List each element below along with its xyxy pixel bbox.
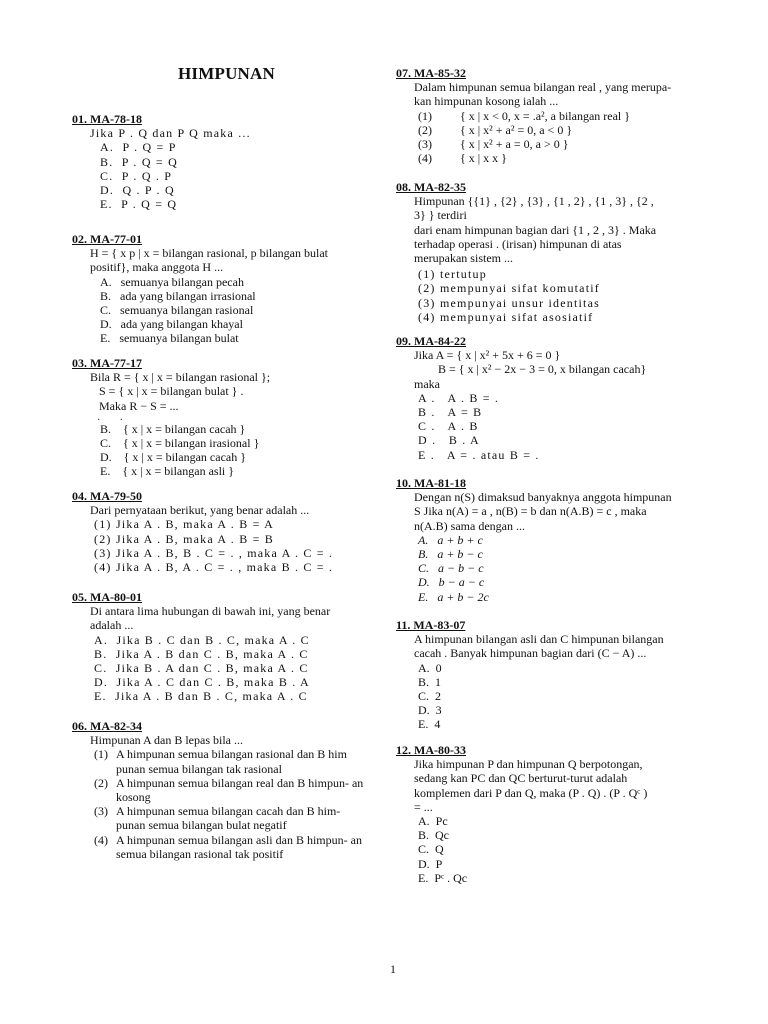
question-stem-line: sedang kan PC dan QC berturut-turut adalah <box>414 771 628 786</box>
statement-text: { x | x x } <box>460 151 507 166</box>
option-a: A . A . B = . <box>418 390 500 405</box>
statement-4 <box>90 560 372 574</box>
statement-4 <box>90 833 372 861</box>
question-stem-line: Jika A = { x | x² + 5x + 6 = 0 } <box>414 348 561 363</box>
option-b: B. 1 <box>418 674 442 689</box>
statement-3 <box>414 296 706 310</box>
option-e: E. a + b − 2c <box>418 589 489 604</box>
question-stem-line: Di antara lima hubungan di bawah ini, yang benar <box>90 604 331 619</box>
statement-1 <box>414 109 706 123</box>
page-title: HIMPUNAN <box>178 64 275 83</box>
question-stem-line: positif}, maka anggota H ... <box>90 260 224 275</box>
question-08 <box>396 180 706 324</box>
option-d: D. { x | x = bilangan cacah } <box>100 450 246 465</box>
statement-text: A himpunan semua bilangan rasional dan B him punan semua bilangan tak rasional <box>116 747 347 776</box>
statement-number: (3) <box>418 137 432 152</box>
question-stem-line: cacah . Banyak himpunan bagian dari (C − A) ... <box>414 646 647 661</box>
option-e: E . A = . atau B = . <box>418 447 540 462</box>
question-header: 05. MA-80-01 <box>72 590 142 604</box>
option-e: E. Pᶜ . Qc <box>418 870 468 885</box>
statement-number: (2) <box>94 531 112 546</box>
statement-number: (3) <box>418 295 436 310</box>
option-e: E. 4 <box>418 717 441 732</box>
option-d: D. Jika A . C dan C . B, maka B . A <box>94 675 310 690</box>
statement-text: tertutup <box>440 267 487 282</box>
question-stem-line: n(A.B) sama dengan ... <box>414 518 525 533</box>
option-d: D. P <box>418 856 443 871</box>
statement-text: A himpunan semua bilangan cacah dan B him- punan semua bilangan bulat negatif <box>116 804 341 833</box>
question-stem-line: Jika himpunan P dan himpunan Q berpotongan, <box>414 757 643 772</box>
option-e: E. P . Q = Q <box>100 197 178 212</box>
question-header: 08. MA-82-35 <box>396 180 466 194</box>
option-c: C. Jika B . A dan C . B, maka A . C <box>94 661 309 676</box>
question-01 <box>72 112 372 211</box>
statement-number: (4) <box>418 309 436 324</box>
question-07 <box>396 66 706 165</box>
question-stem-line: maka <box>414 376 440 391</box>
option-c: C. Q <box>418 842 444 857</box>
statement-number: (3) <box>94 545 112 560</box>
statement-number: (1) <box>418 108 432 123</box>
question-stem-line: B = { x | x² − 2x − 3 = 0, x bilangan cacah} <box>414 362 647 377</box>
statement-number: (1) <box>94 747 108 762</box>
statement-4 <box>414 151 706 165</box>
option-a: A. 0 <box>418 660 442 675</box>
question-stem-line: Himpunan {{1} , {2} , {3} , {1 , 2} , {1 , 3} , {2 , <box>414 194 654 209</box>
question-06 <box>72 719 372 861</box>
question-stem: Jika P . Q dan P Q maka ... <box>90 126 251 141</box>
statement-number: (2) <box>418 281 436 296</box>
question-stem-line: Dalam himpunan semua bilangan real , yang merupa- <box>414 80 672 95</box>
question-stem: Dari pernyataan berikut, yang benar adalah ... <box>90 503 310 518</box>
question-stem: Himpunan A dan B lepas bila ... <box>90 733 243 748</box>
question-stem-line: 3} } terdiri <box>414 208 467 223</box>
option-c: C. semuanya bilangan rasional <box>100 303 254 318</box>
option-b: B. ada yang bilangan irrasional <box>100 288 256 303</box>
statement-text: Jika A . B, maka A . B = B <box>116 531 274 546</box>
statement-text: { x | x² + a = 0, a > 0 } <box>460 137 569 152</box>
statement-text: mempunyai unsur identitas <box>440 295 600 310</box>
statement-2 <box>414 281 706 295</box>
option-d: D. Q . P . Q <box>100 183 175 198</box>
option-b: B . A = B <box>418 405 483 420</box>
option-b: B. P . Q = Q <box>100 154 178 169</box>
question-02 <box>72 232 372 346</box>
statement-number: (2) <box>94 775 108 790</box>
question-header: 07. MA-85-32 <box>396 66 466 80</box>
question-header: 02. MA-77-01 <box>72 232 142 246</box>
statement-text: { x | x < 0, x = .a², a bilangan real } <box>460 108 631 123</box>
statement-3 <box>90 804 372 832</box>
option-a: A. Pc <box>418 814 448 829</box>
question-12 <box>396 743 706 885</box>
question-stem-line: S = { x | x = bilangan bulat } . <box>90 384 244 399</box>
option-b: B. Jika A . B dan C . B, maka A . C <box>94 646 309 661</box>
option-e: E. { x | x = bilangan asli } <box>100 464 235 479</box>
question-header: 10. MA-81-18 <box>396 476 466 490</box>
question-stem-line: terhadap operasi . (irisan) himpunan di atas <box>414 236 622 251</box>
statement-text: mempunyai sifat asosiatif <box>440 309 594 324</box>
statement-4 <box>414 310 706 324</box>
statement-number: (1) <box>94 517 112 532</box>
question-stem-line: merupakan sistem ... <box>414 251 513 266</box>
statement-number: (4) <box>94 832 108 847</box>
option-d: D. b − a − c <box>418 575 485 590</box>
statement-number: (1) <box>418 267 436 282</box>
option-c: C. 2 <box>418 689 442 704</box>
question-header: 12. MA-80-33 <box>396 743 466 757</box>
statement-2 <box>90 776 372 804</box>
question-10 <box>396 476 706 604</box>
question-stem-line: H = { x p | x = bilangan rasional, p bilangan bulat <box>90 246 328 261</box>
statement-text: mempunyai sifat komutatif <box>440 281 600 296</box>
question-stem-line: komplemen dari P dan Q, maka (P . Q) . (P . Qᶜ ) <box>414 785 648 800</box>
page-number: 1 <box>390 962 396 976</box>
statement-1 <box>90 517 372 531</box>
option-c: C. { x | x = bilangan irasional } <box>100 436 260 451</box>
statement-3 <box>90 546 372 560</box>
option-c: C . A . B <box>418 419 479 434</box>
statement-number: (2) <box>418 122 432 137</box>
option-a: A. a + b + c <box>418 532 483 547</box>
option-b: B. Qc <box>418 828 449 843</box>
option-d: D. ada yang bilangan khayal <box>100 317 243 332</box>
question-header: 06. MA-82-34 <box>72 719 142 733</box>
option-d: D. 3 <box>418 703 442 718</box>
question-stem-line: A himpunan bilangan asli dan C himpunan bilangan <box>414 632 664 647</box>
question-stem-line: Maka R − S = ... <box>90 398 179 413</box>
question-stem-line: adalah ... <box>90 618 134 633</box>
statement-2 <box>90 532 372 546</box>
question-stem-line: kan himpunan kosong ialah ... <box>414 94 559 109</box>
question-stem-line: Dengan n(S) dimaksud banyaknya anggota himpunan <box>414 490 672 505</box>
question-header: 11. MA-83-07 <box>396 618 466 632</box>
option-e: E. Jika A . B dan B . C, maka A . C <box>94 689 308 704</box>
statement-text: A himpunan semua bilangan real dan B himpun- an kosong <box>116 775 364 805</box>
question-09 <box>396 334 706 462</box>
option-c: C. a − b − c <box>418 561 484 576</box>
option-a: A. semuanya bilangan pecah <box>100 274 244 289</box>
option-d: D . B . A <box>418 433 480 448</box>
question-04 <box>72 489 372 574</box>
statement-text: A himpunan semua bilangan asli dan B himpun- an semua bilangan rasional tak positif <box>116 832 362 861</box>
option-c: C. P . Q . P <box>100 168 173 183</box>
statement-2 <box>414 123 706 137</box>
statement-text: Jika A . B, B . C = . , maka A . C = . <box>116 545 334 560</box>
question-05 <box>72 590 372 704</box>
question-stem-line: dari enam himpunan bagian dari {1 , 2 , 3} . Maka <box>414 222 657 237</box>
statement-number: (3) <box>94 804 108 819</box>
statement-3 <box>414 137 706 151</box>
question-header: 01. MA-78-18 <box>72 112 142 126</box>
statement-text: Jika A . B, A . C = . , maka B . C = . <box>116 560 334 575</box>
question-stem-line: S Jika n(A) = a , n(B) = b dan n(A.B) = c , maka <box>414 504 647 519</box>
question-11 <box>396 618 706 732</box>
option-b: B. a + b − c <box>418 547 483 562</box>
question-stem-line: . . <box>90 411 123 423</box>
question-header: 09. MA-84-22 <box>396 334 466 348</box>
question-stem-line: Bila R = { x | x = bilangan rasional }; <box>90 370 271 385</box>
question-03 <box>72 356 372 479</box>
question-stem-line: = ... <box>414 799 433 814</box>
statement-text: Jika A . B, maka A . B = A <box>116 517 274 532</box>
statement-1 <box>90 747 372 775</box>
option-e: E. semuanya bilangan bulat <box>100 331 239 346</box>
option-b: B. { x | x = bilangan cacah } <box>100 421 246 436</box>
option-a: A. P . Q = P <box>100 140 177 155</box>
statement-1 <box>414 267 706 281</box>
statement-number: (4) <box>94 560 112 575</box>
question-header: 04. MA-79-50 <box>72 489 142 503</box>
option-a: A. Jika B . C dan B . C, maka A . C <box>94 632 310 647</box>
statement-text: { x | x² + a² = 0, a < 0 } <box>460 122 573 137</box>
question-header: 03. MA-77-17 <box>72 356 142 370</box>
statement-number: (4) <box>418 151 432 166</box>
